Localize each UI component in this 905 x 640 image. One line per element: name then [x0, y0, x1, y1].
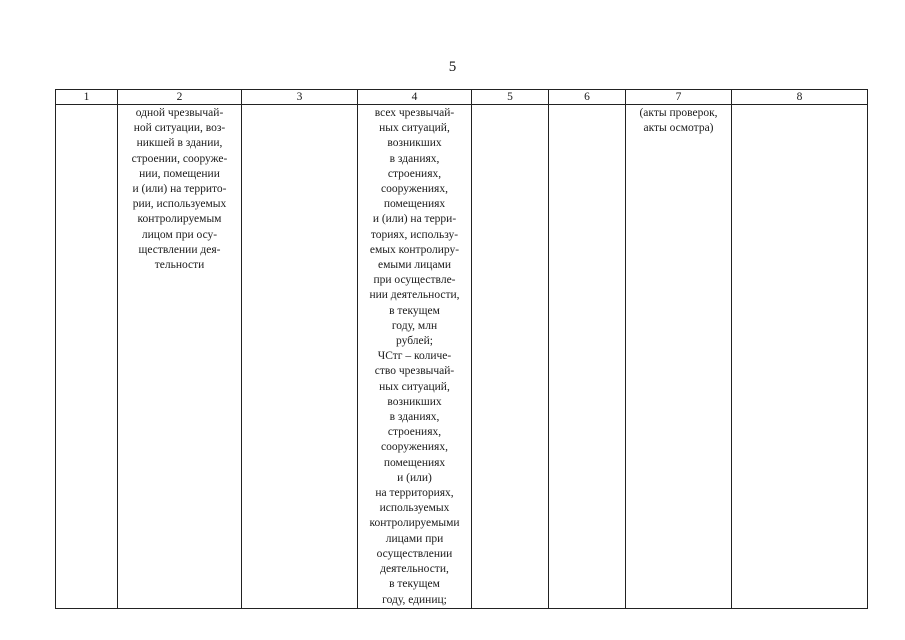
table-cell-col3 — [242, 105, 358, 609]
table-cell-col6 — [549, 105, 626, 609]
table-cell-col8 — [732, 105, 868, 609]
cell-text-col7: (акты проверок, акты осмотра) — [639, 107, 718, 135]
column-header-4: 4 — [358, 90, 472, 105]
cell-text-col8 — [732, 105, 867, 106]
table-cell-col1 — [56, 105, 118, 609]
page-number: 5 — [448, 59, 457, 75]
table-cell-col4 — [358, 105, 472, 609]
document-table — [55, 89, 868, 609]
column-header-5: 5 — [472, 90, 549, 105]
column-header-1: 1 — [56, 90, 118, 105]
table-cell-col7 — [626, 105, 732, 609]
table-cell-col5 — [472, 105, 549, 609]
cell-text-col2: одной чрезвычай- ной ситуации, воз- никшей в здании, строении, сооруже- нии, помещении и (или) на террито- рии, используемых контролируемым лицом при осу- ществлении дея- тельности — [131, 107, 228, 272]
column-header-7: 7 — [626, 90, 732, 105]
cell-text-col6 — [549, 105, 625, 106]
cell-text-col3 — [242, 105, 357, 106]
cell-text-col5 — [472, 105, 548, 106]
column-header-8: 8 — [732, 90, 868, 105]
table-header-row — [56, 90, 868, 105]
cell-text-col1 — [56, 105, 117, 106]
table-row — [56, 105, 868, 609]
column-header-2: 2 — [118, 90, 242, 105]
table-cell-col2 — [118, 105, 242, 609]
column-header-6: 6 — [549, 90, 626, 105]
column-header-3: 3 — [242, 90, 358, 105]
cell-text-col4: всех чрезвычай- ных ситуаций, возникших в зданиях, строениях, сооружениях, помещениях и (или) на терри- ториях, использу- емых контролиру- емыми лицами при осуществле- нии деятельности, в текущем году, млн рублей; ЧСтг – количе- ство чрезвычай- ных ситуаций, возникших в зданиях, строениях, сооружениях, помещениях и (или) на территориях, используемых контролируемыми лицами при осуществлении деятельности, в текущем году, единиц; — [369, 107, 460, 606]
